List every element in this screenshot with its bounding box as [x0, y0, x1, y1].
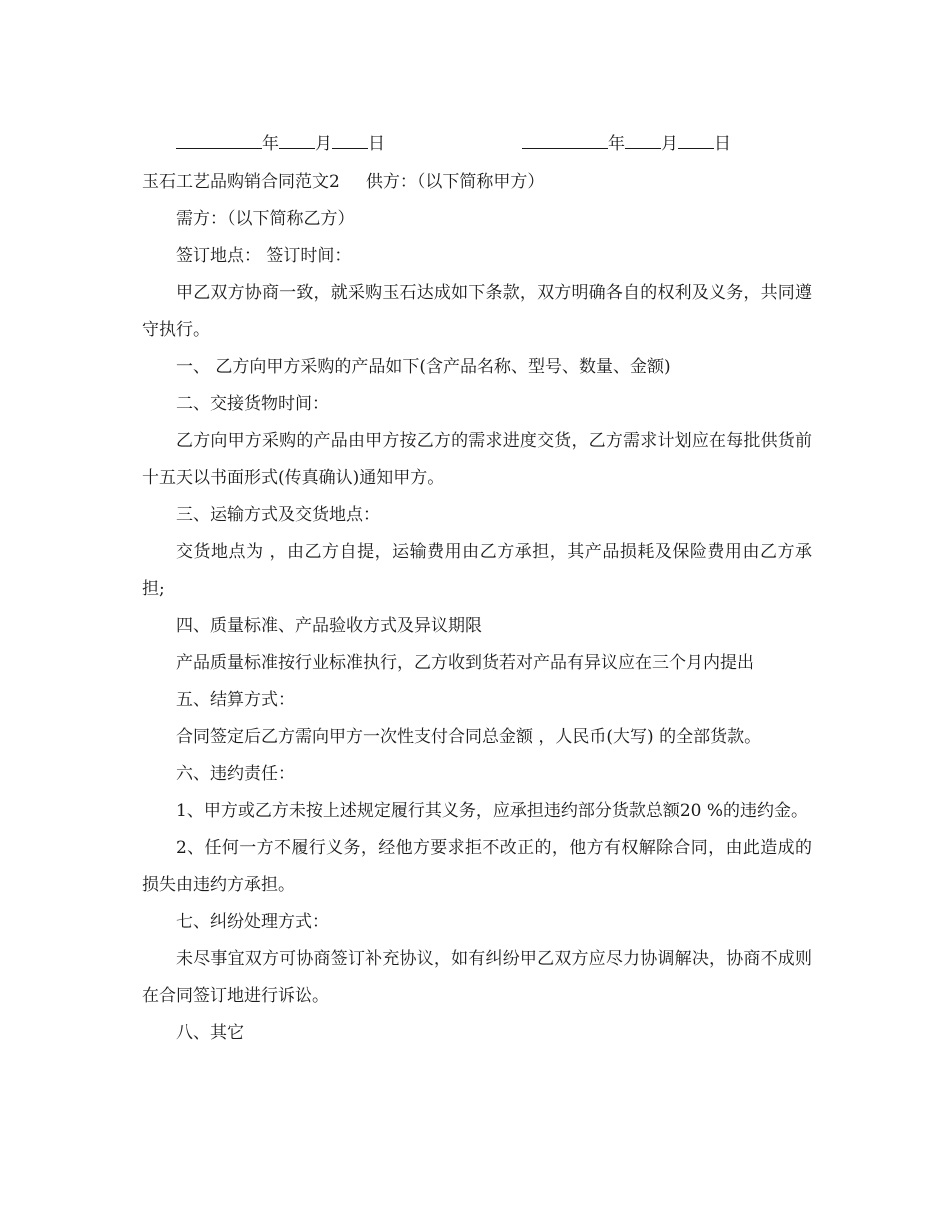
- section-heading: 一、 乙方向甲方采购的产品如下(含产品名称、型号、数量、金额): [176, 357, 671, 377]
- section-heading: 四、质量标准、产品验收方式及异议期限: [176, 616, 482, 636]
- year-label: 年: [262, 134, 279, 154]
- paragraph: 乙方向甲方采购的产品由甲方按乙方的需求进度交货，乙方需求计划应在每批供货前十五天以书面形式(传真确认)通知甲方。: [142, 431, 812, 488]
- paragraph: 需方：（以下简称乙方）: [176, 209, 355, 229]
- section-heading: 六、违约责任：: [176, 764, 295, 784]
- paragraph: 甲乙双方协商一致，就采购玉石达成如下条款，双方明确各自的权利及义务，共同遵守执行。: [142, 283, 812, 340]
- paragraph: 2、任何一方不履行义务，经他方要求拒不改正的，他方有权解除合同，由此造成的损失由违约方承担。: [142, 838, 812, 895]
- date-line-right: [522, 131, 731, 156]
- paragraph: 1、甲方或乙方未按上述规定履行其义务，应承担违约部分货款总额20 %的违约金。: [176, 801, 809, 821]
- section-heading: 七、纠纷处理方式：: [176, 912, 329, 932]
- section-heading: 八、其它: [176, 1023, 244, 1043]
- day-label: 日: [714, 134, 731, 154]
- month-blank: [279, 131, 315, 149]
- paragraph: 未尽事宜双方可协商签订补充协议，如有纠纷甲乙双方应尽力协调解决，协商不成则在合同签订地进行诉讼。: [142, 949, 812, 1006]
- paragraph: 签订地点： 签订时间：: [176, 246, 352, 266]
- day-blank: [332, 131, 368, 149]
- month-label: 月: [661, 134, 678, 154]
- month-label: 月: [315, 134, 332, 154]
- date-line-left: [176, 131, 385, 156]
- paragraph: 交货地点为 ，由乙方自提，运输费用由乙方承担，其产品损耗及保险费用由乙方承担;: [142, 542, 812, 599]
- year-blank: [522, 131, 608, 149]
- contract-title: 玉石工艺品购销合同范文2: [142, 172, 340, 192]
- month-blank: [625, 131, 661, 149]
- year-label: 年: [608, 134, 625, 154]
- section-heading: 五、结算方式：: [176, 690, 295, 710]
- day-label: 日: [368, 134, 385, 154]
- paragraph: 合同签定后乙方需向甲方一次性支付合同总金额 ，人民币(大写) 的全部货款。: [176, 727, 762, 747]
- year-blank: [176, 131, 262, 149]
- section-heading: 二、交接货物时间：: [176, 394, 329, 414]
- title-line: [142, 164, 812, 201]
- contract-body: [142, 164, 812, 1052]
- day-blank: [678, 131, 714, 149]
- paragraph: 产品质量标准按行业标准执行，乙方收到货若对产品有异议应在三个月内提出: [176, 653, 754, 673]
- section-heading: 三、运输方式及交货地点：: [176, 505, 380, 525]
- supplier-line: 供方：（以下简称甲方）: [365, 172, 545, 192]
